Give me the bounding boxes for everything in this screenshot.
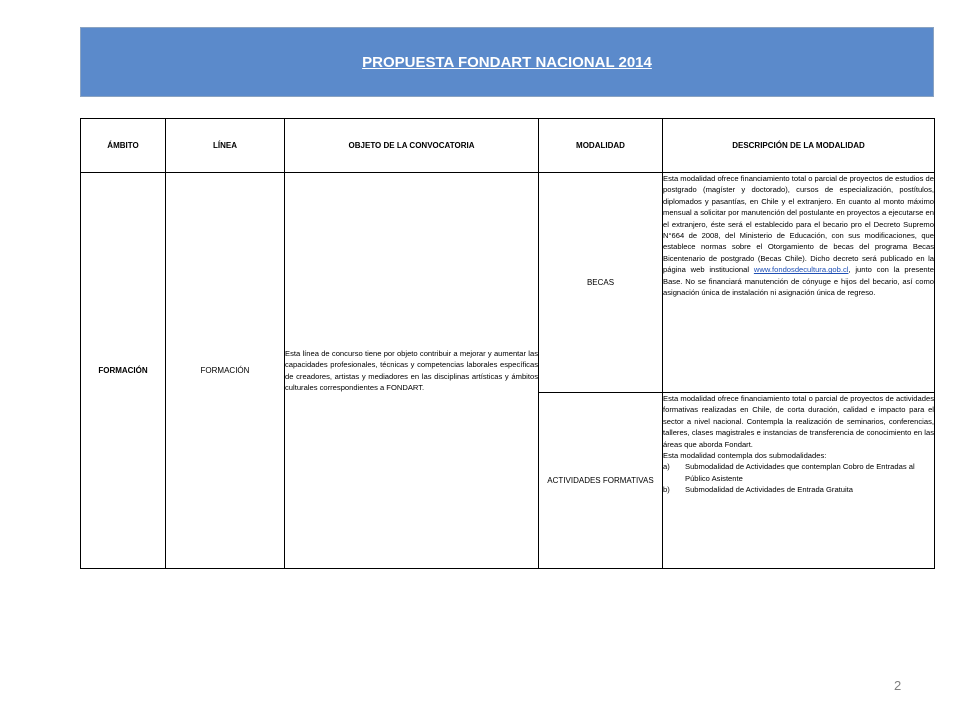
linea-cell: FORMACIÓN — [166, 173, 285, 569]
header-descripcion: DESCRIPCIÓN DE LA MODALIDAD — [663, 119, 935, 173]
list-item — [663, 484, 934, 495]
actividades-desc-text: Esta modalidad ofrece financiamiento total o parcial de proyectos de actividades formativas realizadas en Chile, de corta duración, calidad e impacto para el sector a nivel nacional. Contempla la realización de seminarios, conferencias, talleres, clases magistrales e instancias de transferencia de conocimiento en las áreas que aborda Fondart. — [663, 394, 934, 449]
modalidad-actividades-cell: ACTIVIDADES FORMATIVAS — [539, 393, 663, 569]
header-linea: LÍNEA — [166, 119, 285, 173]
list-marker: b) — [663, 485, 670, 495]
header-modalidad: MODALIDAD — [539, 119, 663, 173]
page-title: PROPUESTA FONDART NACIONAL 2014 — [362, 53, 652, 71]
header-row — [81, 119, 935, 173]
list-item — [663, 461, 934, 484]
descripcion-becas-cell — [663, 173, 935, 393]
header-objeto: OBJETO DE LA CONVOCATORIA — [285, 119, 539, 173]
objeto-cell: Esta línea de concurso tiene por objeto contribuir a mejorar y aumentar las capacidades profesionales, técnicas y competencias laborales específicas de creadores, artistas y mediadores en las disciplinas artísticas y ámbitos culturales correspondientes a FONDART. — [285, 173, 539, 569]
submodalidades-list — [663, 461, 934, 495]
becas-desc-text-end: , junto con la presente Base. No se financiará manutención de cónyuge e hijos del becario, así como asignación única de instalación ni asignación única de regreso. — [663, 265, 934, 298]
list-item-text: Submodalidad de Actividades que contemplan Cobro de Entradas al Público Asistente — [685, 462, 915, 483]
descripcion-actividades-cell — [663, 393, 935, 569]
title-banner — [80, 27, 934, 97]
list-marker: a) — [663, 462, 670, 472]
convocatoria-table — [80, 118, 935, 569]
fondos-link[interactable]: www.fondosdecultura.gob.cl — [753, 265, 849, 275]
becas-desc-text: Esta modalidad ofrece financiamiento total o parcial de proyectos de estudios de postgrado (magíster y doctorado), cursos de especialización, postítulos, diplomados y pasantías, en Chile y el extranjero. En cuanto al monto máximo mensual a solicitar por manutención del postulante en proyectos a ejecutarse en el extranjero, éste será el establecido para el becario pro el Decreto Supremo N°664 de 2008, del Ministerio de Educación, con sus modificaciones, que establece normas sobre el Otorgamiento de becas del programa Becas Bicentenario de postgrado (Becas Chile). Dicho decreto será publicado en la página web institucional — [663, 174, 935, 275]
header-ambito: ÁMBITO — [81, 119, 166, 173]
list-item-text: Submodalidad de Actividades de Entrada Gratuita — [685, 485, 854, 495]
table-row — [81, 173, 935, 393]
ambito-cell: FORMACIÓN — [81, 173, 166, 569]
modalidad-becas-cell: BECAS — [539, 173, 663, 393]
page-number: 2 — [894, 678, 902, 693]
actividades-desc-intro: Esta modalidad contempla dos submodalidades: — [663, 451, 827, 461]
